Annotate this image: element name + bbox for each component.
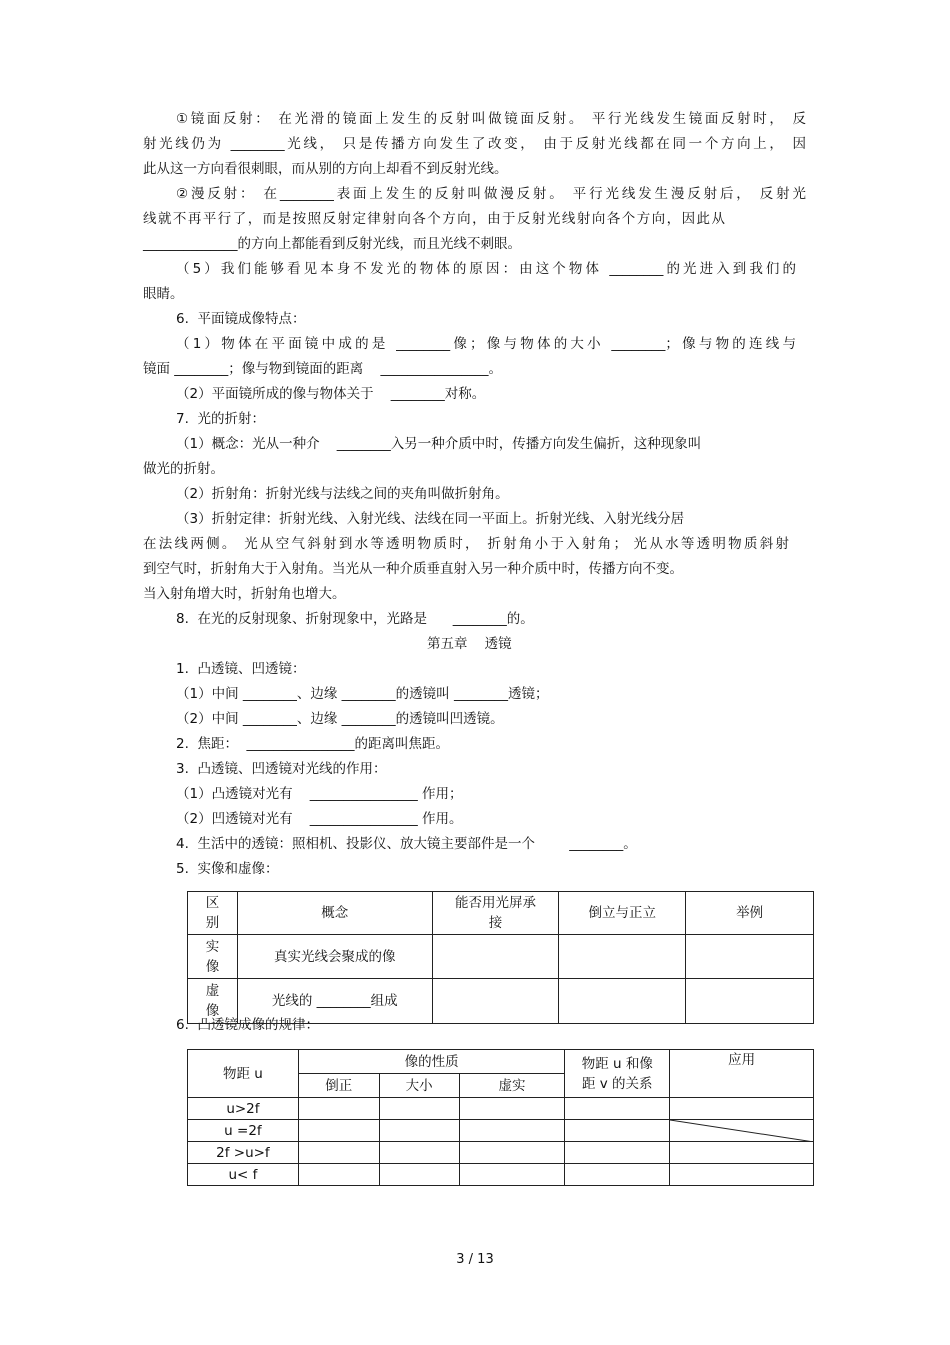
table-row [188, 1142, 814, 1164]
table-cell [379, 1164, 459, 1186]
convex-lens-imaging-table [187, 1049, 814, 1186]
text-line: ②漫反射： 在________表面上发生的反射叫做漫反射。 平行光线发生漫反射后， 反射光 [176, 186, 806, 202]
table-cell: 真实光线会聚成的像 [237, 935, 432, 979]
header-cell: 概念 [237, 892, 432, 935]
text-line: （1）物体在平面镜中成的是 ________像；像与物体的大小 ________；像与物的连线与 [176, 336, 796, 352]
table-cell [298, 1120, 379, 1142]
header-cell: 举例 [686, 892, 814, 935]
table-cell [559, 979, 686, 1024]
table-header-row [188, 1050, 814, 1074]
text-line: 第五章 透镜 [427, 636, 512, 652]
text-line: 2. 焦距： ________________的距离叫焦距。 [176, 736, 450, 752]
header-cell: 倒立与正立 [559, 892, 686, 935]
table-cell [565, 1098, 670, 1120]
table-row [188, 1164, 814, 1186]
table-cell [459, 1098, 565, 1120]
header-image-nature: 像的性质 [298, 1050, 565, 1074]
table-cell [459, 1120, 565, 1142]
text-line: 在法线两侧。 光从空气斜射到水等透明物质时， 折射角小于入射角； 光从水等透明物质斜射 [143, 536, 789, 552]
text-line: 眼睛。 [143, 286, 184, 302]
text-line: 此从这一方向看很刺眼，而从别的方向上却看不到反射光线。 [143, 161, 508, 177]
page-number: 3 / 13 [456, 1252, 494, 1267]
table-cell [432, 935, 559, 979]
table-cell [565, 1142, 670, 1164]
text-line: 镜面 ________；像与物到镜面的距离 ________________。 [143, 361, 502, 377]
table-cell [298, 1142, 379, 1164]
text-line: （2）平面镜所成的像与物体关于 ________对称。 [176, 386, 486, 402]
header-cell: 区 别 [188, 892, 238, 935]
table-row [188, 935, 814, 979]
diagonal-line [670, 1120, 814, 1142]
table-cell [298, 1098, 379, 1120]
table-cell [565, 1120, 670, 1142]
text-line: 6. 平面镜成像特点： [176, 311, 306, 327]
table-cell [559, 935, 686, 979]
table-cell [670, 1098, 814, 1120]
table-cell [459, 1142, 565, 1164]
text-line: 4. 生活中的透镜：照相机、投影仪、放大镜主要部件是一个 ________。 [176, 836, 637, 852]
table-header-row [188, 892, 814, 935]
text-line: 做光的折射。 [143, 461, 224, 477]
subheader-size: 大小 [379, 1074, 459, 1098]
table-cell [298, 1164, 379, 1186]
table-cell [565, 1164, 670, 1186]
text-line: 8. 在光的反射现象、折射现象中，光路是 ________的。 [176, 611, 534, 627]
table-cell [379, 1098, 459, 1120]
row-label: u =2f [188, 1120, 299, 1142]
table-row [188, 979, 814, 1024]
table-cell: 光线的 ________组成 [237, 979, 432, 1024]
header-application: 应用 [670, 1050, 814, 1098]
diagonal-cell [670, 1120, 814, 1142]
table-cell [459, 1164, 565, 1186]
table-cell [686, 935, 814, 979]
header-object-distance: 物距 u [188, 1050, 299, 1098]
table-cell [686, 979, 814, 1024]
text-line: （1）凸透镜对光有 ________________ 作用； [176, 786, 463, 802]
text-line: 到空气时，折射角大于入射角。当光从一种介质垂直射入另一种介质中时，传播方向不变。 [143, 561, 683, 577]
subheader-real-virtual: 虚实 [459, 1074, 565, 1098]
row-label: u< f [188, 1164, 299, 1186]
table-row [188, 1098, 814, 1120]
text-line: 7. 光的折射： [176, 411, 265, 427]
table-cell [379, 1120, 459, 1142]
table-cell [670, 1142, 814, 1164]
text-line: ①镜面反射： 在光滑的镜面上发生的反射叫做镜面反射。 平行光线发生镜面反射时， 反 [176, 111, 806, 127]
subheader-orientation: 倒正 [298, 1074, 379, 1098]
text-line: （3）折射定律：折射光线、入射光线、法线在同一平面上。折射光线、入射光线分居 [176, 511, 685, 527]
row-label: u>2f [188, 1098, 299, 1120]
text-line: 1. 凸透镜、凹透镜： [176, 661, 306, 677]
text-line: （2）中间 ________、边缘 ________的透镜叫凹透镜。 [176, 711, 504, 727]
text-line: 线就不再平行了，而是按照反射定律射向各个方向，由于反射光线射向各个方向，因此从 [143, 211, 725, 227]
text-line: 射光线仍为 ________光线， 只是传播方向发生了改变， 由于反射光线都在同一个方向上， 因 [143, 136, 806, 152]
row-label: 2f >u>f [188, 1142, 299, 1164]
text-line: （2）凹透镜对光有 ________________ 作用。 [176, 811, 463, 827]
real-virtual-image-table [187, 891, 814, 1024]
table-cell [379, 1142, 459, 1164]
table-cell [432, 979, 559, 1024]
table-row [188, 1120, 814, 1142]
text-line: 6. 凸透镜成像的规律： [176, 1017, 319, 1033]
row-label: 虚 像 [188, 979, 238, 1024]
row-label: 实 像 [188, 935, 238, 979]
header-cell: 能否用光屏承 接 [432, 892, 559, 935]
header-relation: 物距 u 和像 距 v 的关系 [565, 1050, 670, 1098]
text-line: （1）中间 ________、边缘 ________的透镜叫 ________透镜； [176, 686, 549, 702]
table-cell [670, 1164, 814, 1186]
text-line: ______________的方向上都能看到反射光线，而且光线不刺眼。 [143, 236, 521, 252]
text-line: 5. 实像和虚像： [176, 861, 279, 877]
text-line: （1）概念：光从一种介 ________入另一种介质中时，传播方向发生偏折，这种现象叫 [176, 436, 702, 452]
text-line: 当入射角增大时，折射角也增大。 [143, 586, 346, 602]
text-line: （2）折射角：折射光线与法线之间的夹角叫做折射角。 [176, 486, 509, 502]
text-line: （5）我们能够看见本身不发光的物体的原因：由这个物体 ________的光进入到我们的 [176, 261, 796, 277]
text-line: 3. 凸透镜、凹透镜对光线的作用： [176, 761, 387, 777]
